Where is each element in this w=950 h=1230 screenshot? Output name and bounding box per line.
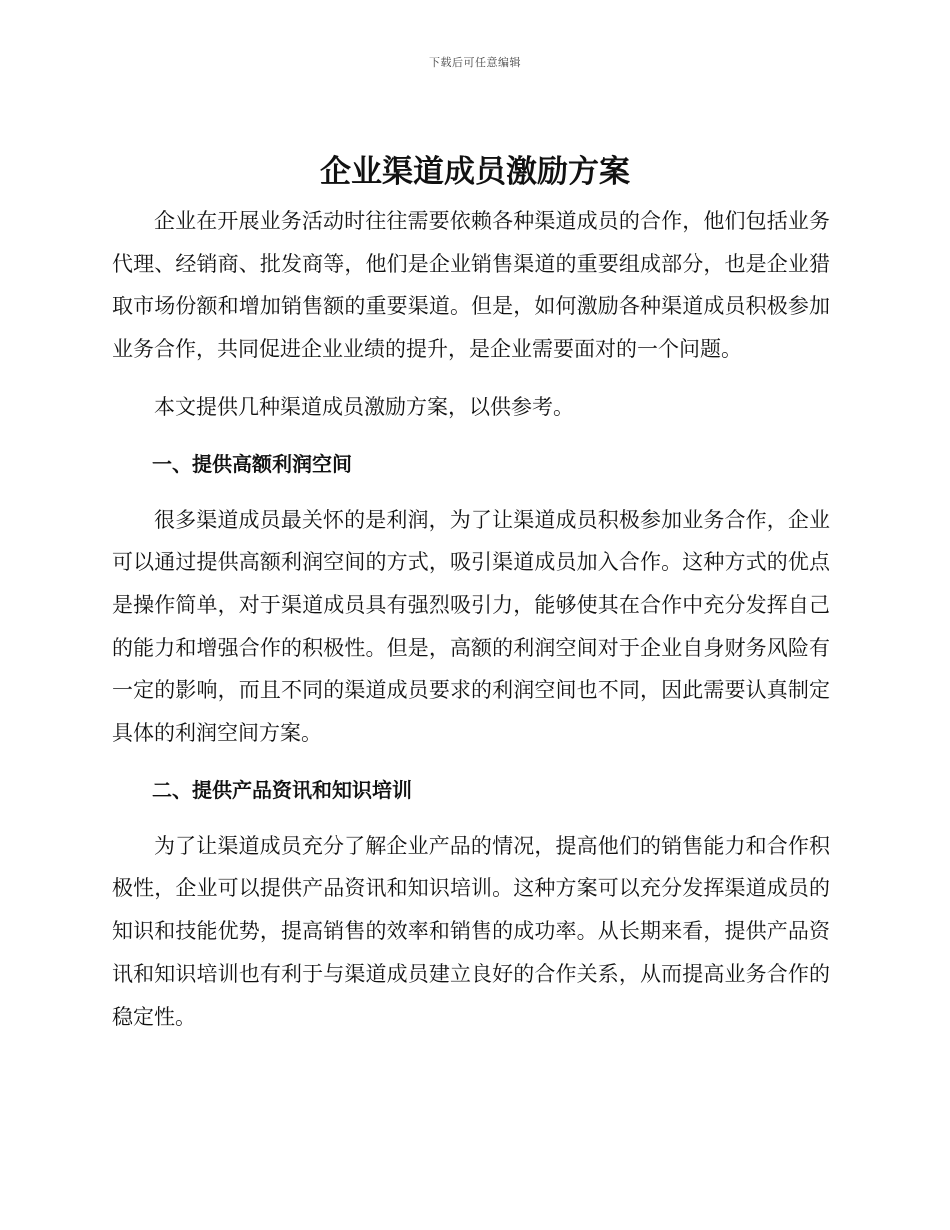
document-title: 企业渠道成员激励方案 [320,154,630,190]
page-header-note: 下载后可任意编辑 [429,56,521,69]
document-body [112,200,830,1049]
section-body-profit: 很多渠道成员最关怀的是利润，为了让渠道成员积极参加业务合作，企业可以通过提供高额利润空间的方式，吸引渠道成员加入合作。这种方式的优点是操作简单，对于渠道成员具有强烈吸引力，能够使其在合作中充分发挥自己的能力和增强合作的积极性。但是，高额的利润空间对于企业自身财务风险有一定的影响，而且不同的渠道成员要求的利润空间也不同，因此需要认真制定具体的利润空间方案。 [112,507,830,746]
section-heading-training: 二、提供产品资讯和知识培训 [152,777,412,802]
section-body-training: 为了让渠道成员充分了解企业产品的情况，提高他们的销售能力和合作积极性，企业可以提供产品资讯和知识培训。这种方案可以充分发挥渠道成员的知识和技能优势，提高销售的效率和销售的成功率。从长期来看，提供产品资讯和知识培训也有利于与渠道成员建立良好的合作关系，从而提高业务合作的稳定性。 [112,833,830,1029]
overview-paragraph: 本文提供几种渠道成员激励方案，以供参考。 [154,394,574,419]
section-heading-profit: 一、提供高额利润空间 [152,451,352,476]
intro-paragraph: 企业在开展业务活动时往往需要依赖各种渠道成员的合作，他们包括业务代理、经销商、批发商等，他们是企业销售渠道的重要组成部分，也是企业猎取市场份额和增加销售额的重要渠道。但是，如何激励各种渠道成员积极参加业务合作，共同促进企业业绩的提升，是企业需要面对的一个问题。 [112,209,830,362]
